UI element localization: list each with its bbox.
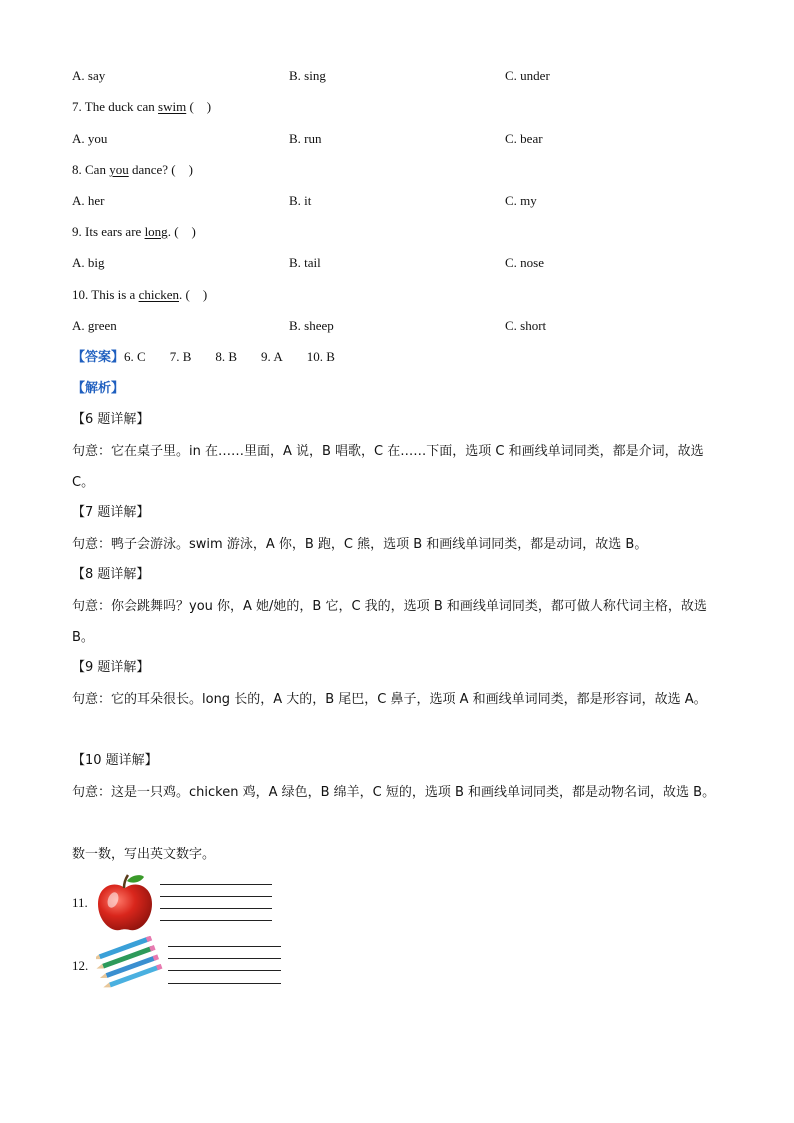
q7-option-b: B. run bbox=[289, 131, 322, 146]
q7-stem bbox=[72, 98, 211, 116]
q12-number: 12. bbox=[72, 958, 89, 973]
q8-option-a: A. her bbox=[72, 193, 105, 208]
answer-item: 9. A bbox=[261, 349, 283, 364]
detail-8-heading: 【8 题详解】 bbox=[72, 567, 150, 582]
answer-item: 6. C bbox=[124, 349, 146, 364]
q8-stem bbox=[72, 161, 193, 179]
answer-key bbox=[72, 348, 359, 366]
detail-8-text: 句意：你会跳舞吗？you 你，A 她/她的，B 它，C 我的，选项 B 和画线单词同类，都可做人称代词主格，故选 B。 bbox=[72, 599, 707, 645]
detail-7-heading: 【7 题详解】 bbox=[72, 505, 150, 520]
answer-label: 【答案】 bbox=[72, 350, 125, 365]
answer-item: 7. B bbox=[169, 349, 192, 364]
q10-option-a: A. green bbox=[72, 318, 117, 333]
q10-stem-text: 10. This is a bbox=[72, 287, 139, 302]
q10-option-c: C. short bbox=[505, 318, 547, 333]
detail-6-text: 句意：它在桌子里。in 在……里面，A 说，B 唱歌，C 在……下面，选项 C 和画线单词同类，都是介词，故选 C。 bbox=[72, 444, 704, 490]
q6-option-c: C. under bbox=[505, 68, 550, 83]
q8-stem-text: 8. Can bbox=[72, 162, 110, 177]
q8-option-c: C. my bbox=[505, 193, 537, 208]
analysis-heading bbox=[72, 379, 124, 397]
detail-7-text: 句意：鸭子会游泳。swim 游泳，A 你，B 跑，C 熊，选项 B 和画线单词同类，都是动词，故选 B。 bbox=[72, 537, 648, 552]
q9-option-c: C. nose bbox=[505, 255, 544, 270]
q9-option-a: A. big bbox=[72, 255, 105, 270]
q9-blank: . ( ) bbox=[167, 224, 196, 239]
detail-10-text: 句意：这是一只鸡。chicken 鸡，A 绿色，B 绵羊，C 短的，选项 B 和画线单词同类，都是动物名词，故选 B。 bbox=[72, 785, 716, 800]
analysis-label: 【解析】 bbox=[72, 381, 125, 396]
q6-option-a: A. say bbox=[72, 68, 106, 83]
q9-stem bbox=[72, 223, 196, 241]
q7-underlined-word: swim bbox=[158, 99, 187, 114]
count-instruction: 数一数，写出英文数字。 bbox=[72, 847, 216, 862]
detail-6-heading: 【6 题详解】 bbox=[72, 412, 150, 427]
q10-option-b: B. sheep bbox=[289, 318, 334, 333]
q11-number: 11. bbox=[72, 895, 88, 910]
q7-blank: ( ) bbox=[186, 99, 212, 114]
q9-stem-text: 9. Its ears are bbox=[72, 224, 145, 239]
q10-underlined-word: chicken bbox=[138, 287, 179, 302]
q6-option-b: B. sing bbox=[289, 68, 326, 83]
q7-option-a: A. you bbox=[72, 131, 108, 146]
pencils-icon bbox=[96, 936, 166, 992]
answer-item: 10. B bbox=[306, 349, 335, 364]
q9-underlined-word: long bbox=[144, 224, 168, 239]
apple-icon bbox=[94, 872, 156, 934]
q7-option-c: C. bear bbox=[505, 131, 543, 146]
q8-option-b: B. it bbox=[289, 193, 312, 208]
q8-underlined-word: you bbox=[109, 162, 129, 177]
answer-item: 8. B bbox=[215, 349, 238, 364]
q9-option-b: B. tail bbox=[289, 255, 321, 270]
q8-blank: dance? ( ) bbox=[128, 162, 193, 177]
q10-stem bbox=[72, 286, 207, 304]
detail-9-text: 句意：它的耳朵很长。long 长的，A 大的，B 尾巴，C 鼻子，选项 A 和画线单词同类，都是形容词，故选 A。 bbox=[72, 692, 707, 707]
q10-blank: . ( ) bbox=[179, 287, 208, 302]
detail-10-heading: 【10 题详解】 bbox=[72, 753, 158, 768]
detail-9-heading: 【9 题详解】 bbox=[72, 660, 150, 675]
q7-stem-text: 7. The duck can bbox=[72, 99, 159, 114]
